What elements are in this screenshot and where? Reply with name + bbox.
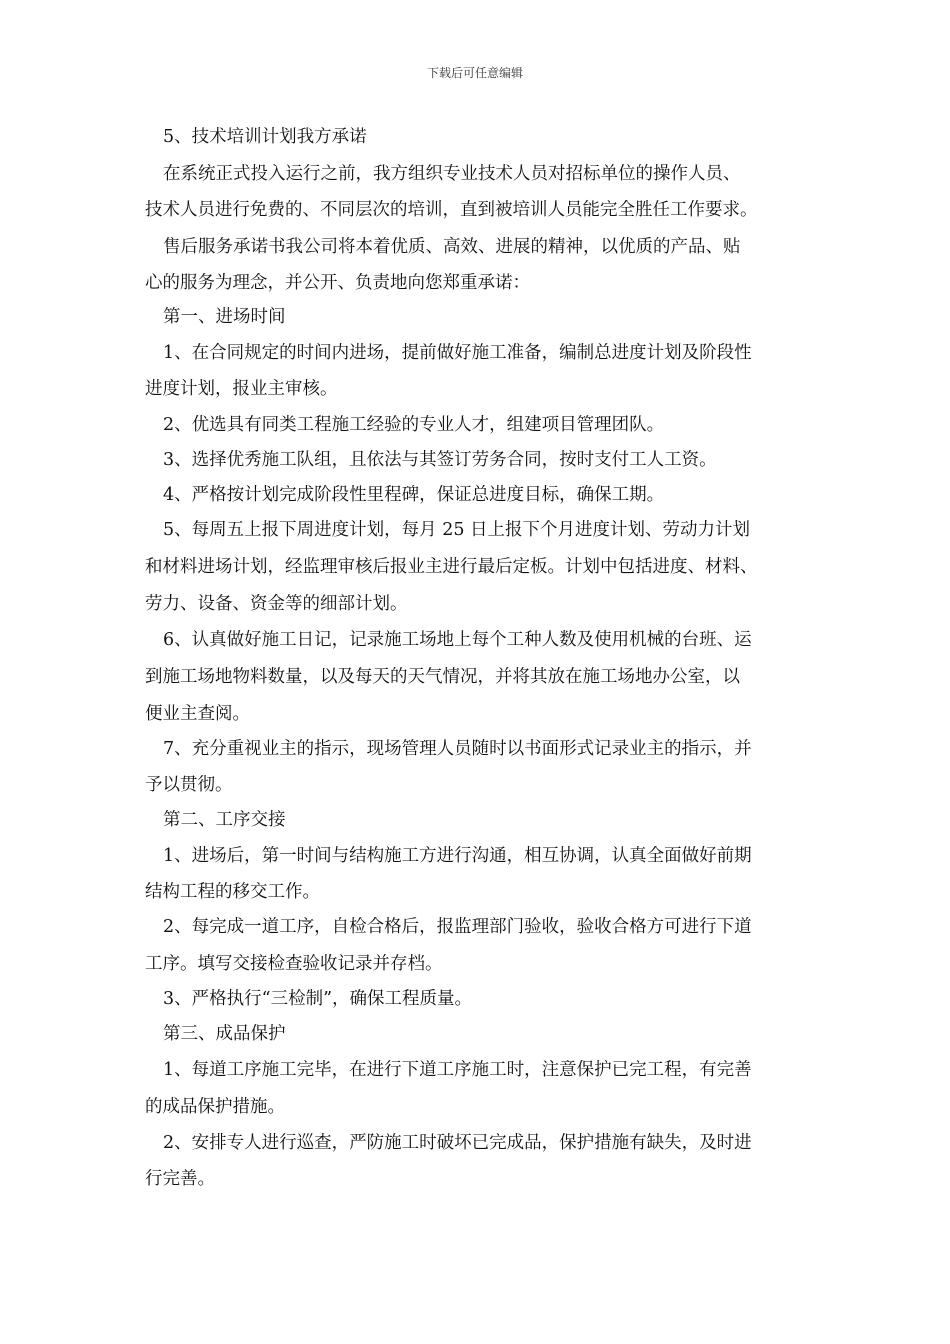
paragraph-line: 3、严格执行“三检制”，确保工程质量。 [163,989,473,1009]
paragraph-line: 结构工程的移交工作。 [145,882,320,902]
section-heading: 5、技术培训计划我方承诺 [163,127,367,147]
paragraph-line: 劳力、设备、资金等的细部计划。 [145,594,408,614]
paragraph-line: 心的服务为理念，并公开、负责地向您郑重承诺： [145,273,530,293]
paragraph-line: 工序。填写交接检查验收记录并存档。 [145,954,443,974]
paragraph-line: 予以贯彻。 [145,775,233,795]
paragraph-line: 到施工场地物料数量，以及每天的天气情况，并将其放在施工场地办公室，以 [145,667,740,687]
paragraph-line: 7、充分重视业主的指示，现场管理人员随时以书面形式记录业主的指示，并 [163,739,752,759]
paragraph-line: 4、严格按计划完成阶段性里程碑，保证总进度目标，确保工期。 [163,485,665,505]
paragraph-line: 3、选择优秀施工队组，且依法与其签订劳务合同，按时支付工人工资。 [163,450,717,470]
paragraph-line: 技术人员进行免费的、不同层次的培训，直到被培训人员能完全胜任工作要求。 [145,200,758,220]
paragraph-line: 2、安排专人进行巡查，严防施工时破坏已完成品，保护措施有缺失，及时进 [163,1133,752,1153]
paragraph-line: 在系统正式投入运行之前，我方组织专业技术人员对招标单位的操作人员、 [163,164,741,184]
section-heading: 第三、成品保护 [163,1024,286,1044]
paragraph-line: 行完善。 [145,1169,215,1189]
paragraph-line: 1、在合同规定的时间内进场，提前做好施工准备，编制总进度计划及阶段性 [163,343,752,363]
paragraph-line: 1、每道工序施工完毕，在进行下道工序施工时，注意保护已完工程，有完善 [163,1060,752,1080]
paragraph-line: 1、进场后，第一时间与结构施工方进行沟通，相互协调，认真全面做好前期 [163,846,752,866]
paragraph-line: 5、每周五上报下周进度计划，每月 25 日上报下个月进度计划、劳动力计划 [163,520,751,540]
paragraph-line: 6、认真做好施工日记，记录施工场地上每个工种人数及使用机械的台班、运 [163,630,752,650]
paragraph-line: 和材料进场计划，经监理审核后报业主进行最后定板。计划中包括进度、材料、 [145,557,758,577]
paragraph-line: 2、优选具有同类工程施工经验的专业人才，组建项目管理团队。 [163,415,665,435]
page-header: 下载后可任意编辑 [426,66,523,80]
paragraph-line: 2、每完成一道工序，自检合格后，报监理部门验收，验收合格方可进行下道 [163,917,752,937]
paragraph-line: 进度计划，报业主审核。 [145,379,338,399]
paragraph-line: 便业主查阅。 [145,704,250,724]
paragraph-line: 售后服务承诺书我公司将本着优质、高效、进展的精神，以优质的产品、贴 [163,237,741,257]
paragraph-line: 的成品保护措施。 [145,1097,285,1117]
section-heading: 第一、进场时间 [163,307,286,327]
section-heading: 第二、工序交接 [163,810,286,830]
